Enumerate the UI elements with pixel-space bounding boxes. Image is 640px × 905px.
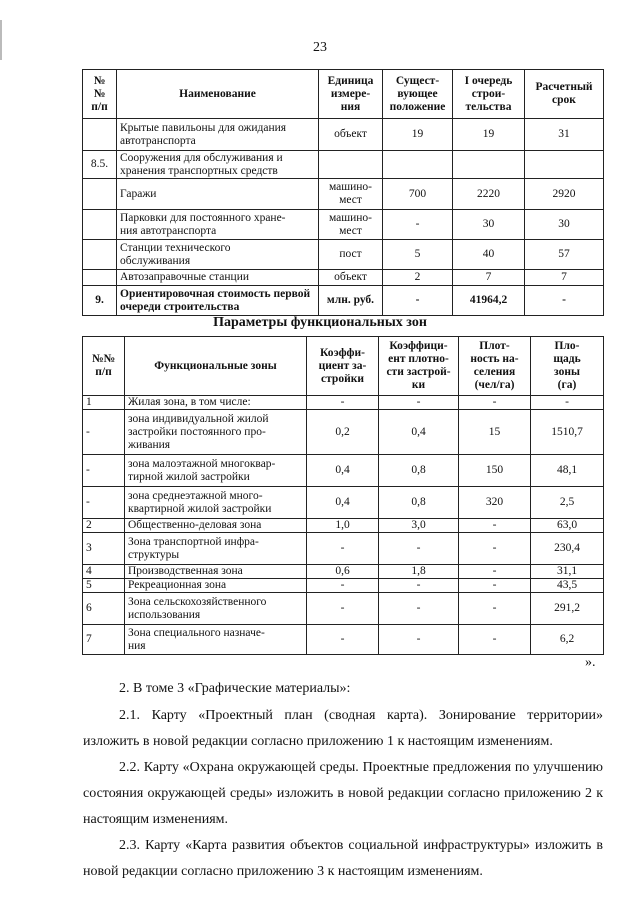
table1-cell: Станции технического обслуживания xyxy=(117,240,319,270)
table2-cell: 6 xyxy=(83,593,125,625)
table2-cell: - xyxy=(459,593,531,625)
table2-cell: 1,8 xyxy=(379,565,459,579)
table1-header-3: Сущест- вующее положение xyxy=(383,70,453,119)
table1-cell: 9. xyxy=(83,286,117,316)
table1-cell: 30 xyxy=(525,210,604,240)
table2-header-5: Пло- щадь зоны (га) xyxy=(531,337,604,396)
table1-cell: объект xyxy=(319,119,383,151)
table2-cell: - xyxy=(307,579,379,593)
table2-cell: 7 xyxy=(83,625,125,655)
table1-cell: машино- мест xyxy=(319,210,383,240)
table-row xyxy=(83,519,604,533)
table2-cell: 3,0 xyxy=(379,519,459,533)
table2-header-0: №№ п/п xyxy=(83,337,125,396)
table2-cell: - xyxy=(531,396,604,410)
table2-cell: 0,8 xyxy=(379,455,459,487)
table2-cell: 0,4 xyxy=(307,455,379,487)
table-row xyxy=(83,410,604,455)
table2-cell: - xyxy=(459,565,531,579)
table2-cell: - xyxy=(379,533,459,565)
table2-cell: - xyxy=(307,533,379,565)
table2-cell: - xyxy=(307,625,379,655)
paragraph-volume3 xyxy=(83,676,603,702)
table1-cell xyxy=(319,151,383,179)
paragraph-2-1: 2.1. Карту «Проектный план (сводная карта). Зонирование территории» изложить в новой редакции согласно приложению 1 к настоящим изменениям. xyxy=(83,708,603,749)
table2-cell: 320 xyxy=(459,487,531,519)
table1-cell xyxy=(383,151,453,179)
table-row xyxy=(83,179,604,210)
table2-cell: Рекреационная зона xyxy=(125,579,307,593)
table2-cell: - xyxy=(307,396,379,410)
table2-header-4: Плот- ность на- селения (чел/га) xyxy=(459,337,531,396)
table2-cell: 150 xyxy=(459,455,531,487)
table2-cell: - xyxy=(379,396,459,410)
table2-cell: 1 xyxy=(83,396,125,410)
table1-cell xyxy=(525,151,604,179)
table1-cell: 7 xyxy=(525,270,604,286)
table2-header-2: Коэффи- циент за- стройки xyxy=(307,337,379,396)
table2-cell: 2,5 xyxy=(531,487,604,519)
table-row xyxy=(83,270,604,286)
paragraph-2-3: 2.3. Карту «Карта развития объектов социальной инфраструктуры» изложить в новой редакции согласно приложению 3 к настоящим изменениям. xyxy=(83,838,603,879)
closing-quote: ». xyxy=(585,655,596,670)
table1-cell: 19 xyxy=(453,119,525,151)
table1-header-1: Наименование xyxy=(117,70,319,119)
table2-cell: 4 xyxy=(83,565,125,579)
table2-cell: Зона транспортной инфра- структуры xyxy=(125,533,307,565)
table-row xyxy=(83,240,604,270)
table2-cell: - xyxy=(307,593,379,625)
table1-cell xyxy=(453,151,525,179)
table2-cell: зона малоэтажной многоквар- тирной жилой застройки xyxy=(125,455,307,487)
table-row xyxy=(83,210,604,240)
table2-cell: 6,2 xyxy=(531,625,604,655)
table2-cell: Производственная зона xyxy=(125,565,307,579)
table-row xyxy=(83,533,604,565)
table-row xyxy=(83,286,604,316)
table1-cell xyxy=(83,119,117,151)
table1-cell: 700 xyxy=(383,179,453,210)
paragraph-2-2: 2.2. Карту «Охрана окружающей среды. Проектные предложения по улучшению состояния окружающей среды» изложить в новой редакции согласно приложению 2 к настоящим изменениям. xyxy=(83,760,603,827)
table-row xyxy=(83,625,604,655)
table2-cell: 63,0 xyxy=(531,519,604,533)
table-row xyxy=(83,455,604,487)
table1-cell: Парковки для постоянного хране- ния автотранспорта xyxy=(117,210,319,240)
table1-cell xyxy=(83,179,117,210)
table1-cell: Крытые павильоны для ожидания автотранспорта xyxy=(117,119,319,151)
table1-cell: 31 xyxy=(525,119,604,151)
table-row xyxy=(83,487,604,519)
table1-header-5: Расчетный срок xyxy=(525,70,604,119)
table2-cell: 48,1 xyxy=(531,455,604,487)
zones-table-title: Параметры функциональных зон xyxy=(213,315,427,330)
table2-cell: - xyxy=(83,410,125,455)
table2-cell: - xyxy=(83,487,125,519)
table1-cell: 2920 xyxy=(525,179,604,210)
table2-cell: - xyxy=(83,455,125,487)
table2-cell: - xyxy=(379,579,459,593)
table1-cell: - xyxy=(525,286,604,316)
table2-cell: - xyxy=(459,519,531,533)
table-row xyxy=(83,593,604,625)
table1-cell: 5 xyxy=(383,240,453,270)
table2-cell: - xyxy=(379,593,459,625)
table-row xyxy=(83,119,604,151)
table2-header-3: Коэффици- ент плотно- сти застрой- ки xyxy=(379,337,459,396)
table2-cell: - xyxy=(459,533,531,565)
table2-cell: 1,0 xyxy=(307,519,379,533)
table-row xyxy=(83,151,604,179)
table1-header-4: I очередь строи- тельства xyxy=(453,70,525,119)
table2-cell: зона среднеэтажной много- квартирной жилой застройки xyxy=(125,487,307,519)
table-row xyxy=(83,579,604,593)
table-row xyxy=(83,396,604,410)
table2-cell: 0,8 xyxy=(379,487,459,519)
table2-cell: 31,1 xyxy=(531,565,604,579)
page-number: 23 xyxy=(313,40,327,55)
table2-cell: Зона специального назначе- ния xyxy=(125,625,307,655)
table1-header-0: № № п/п xyxy=(83,70,117,119)
table2-cell: - xyxy=(379,625,459,655)
table2-cell: 291,2 xyxy=(531,593,604,625)
table2-cell: Общественно-деловая зона xyxy=(125,519,307,533)
table1-cell xyxy=(83,270,117,286)
table2-cell: 230,4 xyxy=(531,533,604,565)
table1-cell: 19 xyxy=(383,119,453,151)
table2-cell: - xyxy=(459,625,531,655)
table1-cell: - xyxy=(383,286,453,316)
table2-cell: 15 xyxy=(459,410,531,455)
construction-table xyxy=(82,69,604,316)
table2-cell: 0,4 xyxy=(307,487,379,519)
table2-cell: Жилая зона, в том числе: xyxy=(125,396,307,410)
table2-cell: - xyxy=(459,396,531,410)
table1-cell: 30 xyxy=(453,210,525,240)
table1-cell: 41964,2 xyxy=(453,286,525,316)
table2-cell: Зона сельскохозяйственного использования xyxy=(125,593,307,625)
table1-cell: объект xyxy=(319,270,383,286)
table1-cell: пост xyxy=(319,240,383,270)
table1-cell xyxy=(83,210,117,240)
table1-cell: Автозаправочные станции xyxy=(117,270,319,286)
table2-cell: 0,6 xyxy=(307,565,379,579)
table2-cell: зона индивидуальной жилой застройки постоянного про- живания xyxy=(125,410,307,455)
table1-cell xyxy=(83,240,117,270)
table1-header-2: Единица измере- ния xyxy=(319,70,383,119)
table1-cell: 40 xyxy=(453,240,525,270)
table2-cell: 5 xyxy=(83,579,125,593)
table2-cell: 2 xyxy=(83,519,125,533)
zones-table xyxy=(82,336,604,655)
table2-cell: 1510,7 xyxy=(531,410,604,455)
table1-cell: Гаражи xyxy=(117,179,319,210)
table2-cell: 3 xyxy=(83,533,125,565)
table1-cell: машино- мест xyxy=(319,179,383,210)
paragraph-text: 2. В томе 3 «Графические материалы»: xyxy=(119,681,351,696)
table1-cell: 8.5. xyxy=(83,151,117,179)
table1-cell: Сооружения для обслуживания и хранения транспортных средств xyxy=(117,151,319,179)
table1-cell: 2220 xyxy=(453,179,525,210)
table2-cell: - xyxy=(459,579,531,593)
table2-cell: 0,4 xyxy=(379,410,459,455)
table1-cell: Ориентировочная стоимость первой очереди строительства xyxy=(117,286,319,316)
table2-header-1: Функциональные зоны xyxy=(125,337,307,396)
table-row xyxy=(83,565,604,579)
table1-cell: 2 xyxy=(383,270,453,286)
table1-cell: 57 xyxy=(525,240,604,270)
table2-cell: 43,5 xyxy=(531,579,604,593)
table1-cell: млн. руб. xyxy=(319,286,383,316)
table1-cell: - xyxy=(383,210,453,240)
table2-cell: 0,2 xyxy=(307,410,379,455)
table1-cell: 7 xyxy=(453,270,525,286)
